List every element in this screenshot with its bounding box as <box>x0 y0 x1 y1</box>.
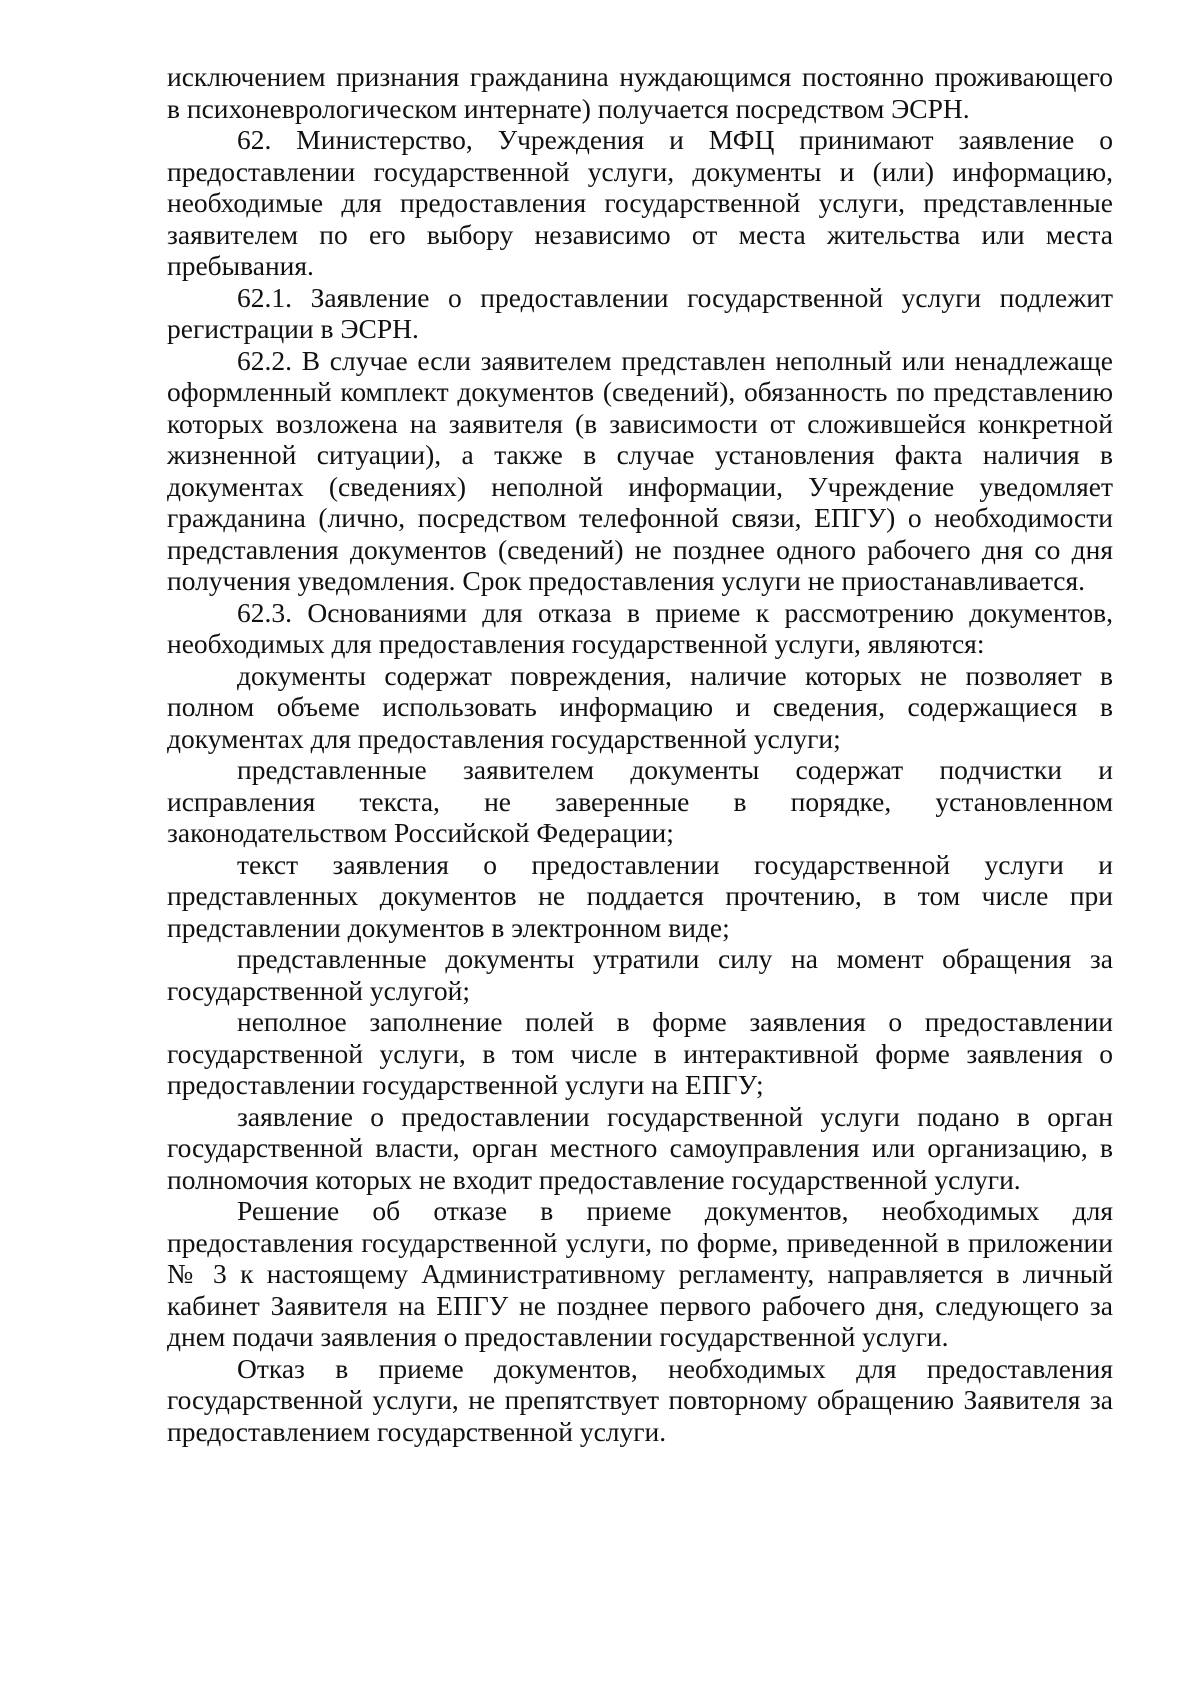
paragraph-62-3: 62.3. Основаниями для отказа в приеме к рассмотрению документов, необходимых для предоставления государственной услуги, являются: <box>167 596 1113 659</box>
refusal-ground-expired: представленные документы утратили силу на момент обращения за государственной услугой; <box>167 943 1113 1006</box>
refusal-ground-damaged-documents: документы содержат повреждения, наличие которых не позволяет в полном объеме использовать информацию и сведения, содержащиеся в документах для предоставления государственной услуги; <box>167 659 1113 754</box>
document-page <box>167 61 1113 1447</box>
refusal-ground-incomplete-form: неполное заполнение полей в форме заявления о предоставлении государственной услуги, в том числе в интерактивной форме заявления о предоставлении государственной услуги на ЕПГУ; <box>167 1006 1113 1100</box>
paragraph-62-1: 62.1. Заявление о предоставлении государственной услуги подлежит регистрации в ЭСРН. <box>167 281 1113 344</box>
refusal-ground-wrong-authority: заявление о предоставлении государственной услуги подано в орган государственной власти, орган местного самоуправления или организацию, в полномочия которых не входит предоставление государственной услуги. <box>167 1100 1113 1195</box>
refusal-ground-corrections: представленные заявителем документы содержат подчистки и исправления текста, не заверенные в порядке, установленном законодательством Российской Федерации; <box>167 754 1113 848</box>
paragraph-repeat-application: Отказ в приеме документов, необходимых для предоставления государственной услуги, не препятствует повторному обращению Заявителя за предоставлением государственной услуги. <box>167 1352 1113 1447</box>
refusal-ground-unreadable: текст заявления о предоставлении государственной услуги и представленных документов не поддается прочтению, в том числе при представлении документов в электронном виде; <box>167 848 1113 943</box>
paragraph-refusal-decision: Решение об отказе в приеме документов, необходимых для предоставления государственной услуги, по форме, приведенной в приложении № 3 к настоящему Административному регламенту, направляется в личный кабинет Заявителя на ЕПГУ не позднее первого рабочего дня, следующего за днем подачи заявления о предоставлении государственной услуги. <box>167 1195 1113 1352</box>
paragraph-62: 62. Министерство, Учреждения и МФЦ принимают заявление о предоставлении государственной услуги, документы и (или) информацию, необходимые для предоставления государственной услуги, представленные заявителем по его выбору независимо от места жительства или места пребывания. <box>167 124 1113 281</box>
paragraph-continuation: исключением признания гражданина нуждающимся постоянно проживающего в психоневрологическом интернате) получается посредством ЭСРН. <box>167 61 1113 124</box>
paragraph-62-2: 62.2. В случае если заявителем представлен неполный или ненадлежаще оформленный комплект документов (сведений), обязанность по представлению которых возложена на заявителя (в зависимости от сложившейся конкретной жизненной ситуации), а также в случае установления факта наличия в документах (сведениях) неполной информации, Учреждение уведомляет гражданина (лично, посредством телефонной связи, ЕПГУ) о необходимости представления документов (сведений) не позднее одного рабочего дня со дня получения уведомления. Срок предоставления услуги не приостанавливается. <box>167 344 1113 596</box>
